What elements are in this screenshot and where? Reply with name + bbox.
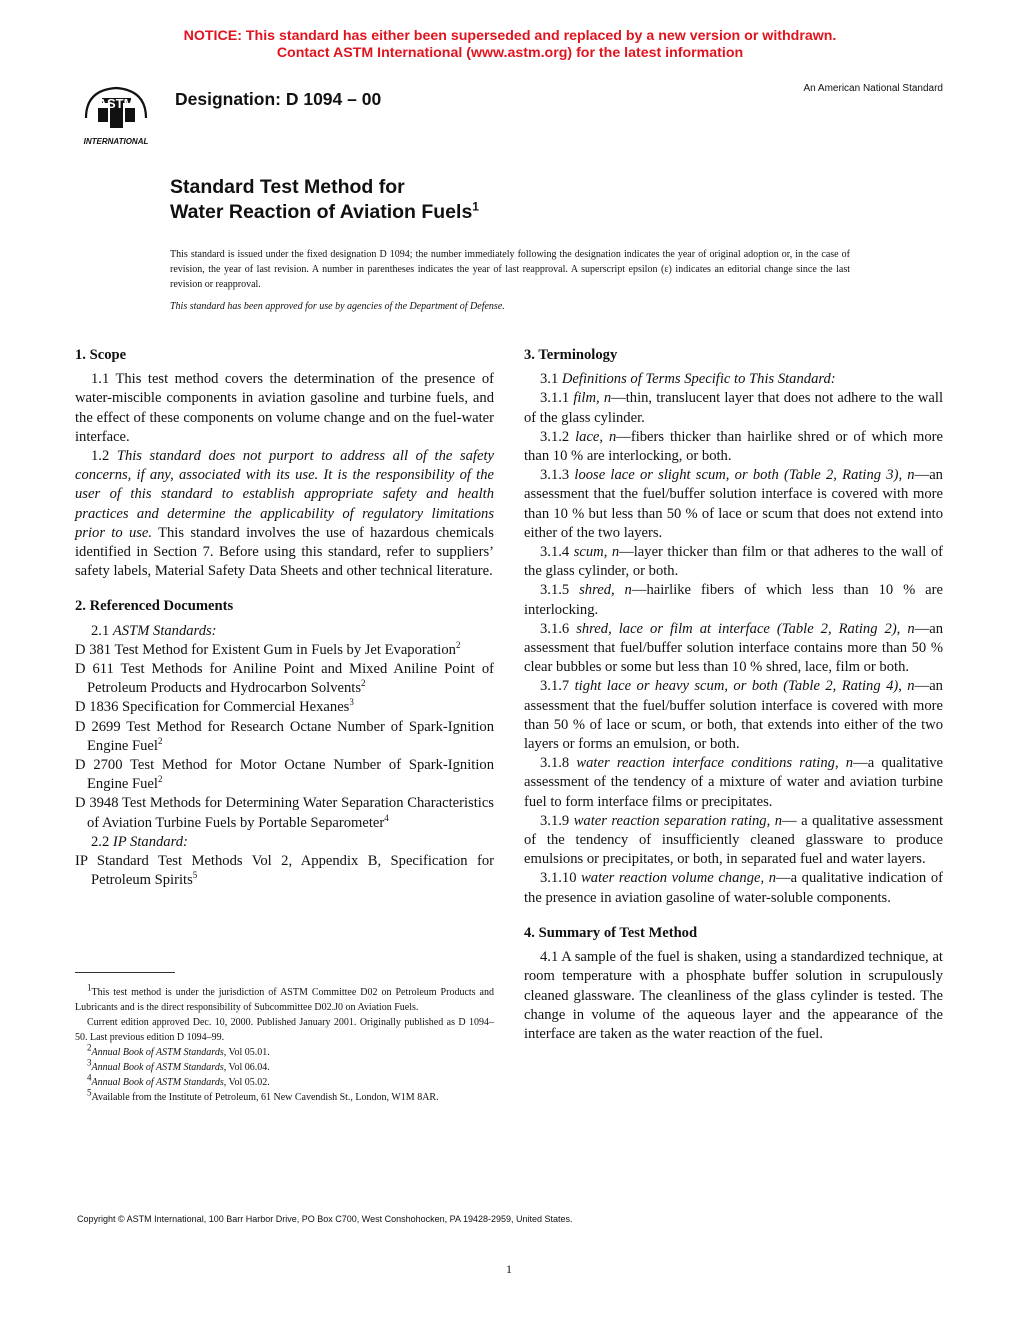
ip-standard-label: 2.2 IP Standard: bbox=[91, 833, 188, 850]
approval-statement: This standard has been approved for use by agencies of the Department of Defense. bbox=[170, 301, 505, 312]
term-3-1-8: 3.1.8 water reaction interface conditions rating, n—a qualitative assessment of the tendency of a mixture of water and aviation turbine fuel to form interface films or precipitates. bbox=[524, 755, 943, 810]
footnote-divider bbox=[75, 972, 175, 973]
section-heading-scope: 1. Scope bbox=[75, 347, 127, 363]
section-heading-summary: 4. Summary of Test Method bbox=[524, 924, 698, 941]
left-column bbox=[75, 346, 494, 890]
reference-d381: D 381 Test Method for Existent Gum in Fuels by Jet Evaporation$^2$ bbox=[75, 639, 461, 658]
paragraph-1-2: 1.2 This standard does not purport to address all of the safety concerns, if any, associated with its use. It is the responsibility of the user of this standard to establish appropriate safety and health practices and determine the applicability of regulatory limitations prior to use. This standard involves the use of hazardous chemicals identified in Section 7. Before using this standard, refer to suppliers’ safety labels, Material Safety Data Sheets and other technical literature. bbox=[75, 448, 494, 580]
definitions-label: 3.1 Definitions of Terms Specific to This Standard: bbox=[540, 371, 836, 388]
designation: Designation: D 1094 – 00 bbox=[175, 89, 382, 109]
reference-d3948: D 3948 Test Methods for Determining Water Separation Characteristics of Aviation Turbine Fuels by Portable Separometer$^4$ bbox=[75, 795, 494, 831]
astm-standards-label: 2.1 ASTM Standards: bbox=[91, 622, 217, 639]
right-column bbox=[524, 346, 943, 1044]
footnote-1: $^1$This test method is under the jurisdiction of ASTM Committee D02 on Petroleum Products and Lubricants and is the direct responsibility of Subcommittee D02.J0 on Aviation Fuels. bbox=[75, 982, 494, 1013]
term-3-1-1: 3.1.1 film, n—thin, translucent layer that does not adhere to the wall of the glass cylinder. bbox=[524, 390, 943, 426]
title-line-2: Water Reaction of Aviation Fuels bbox=[170, 201, 473, 223]
national-standard-label: An American National Standard bbox=[803, 83, 943, 94]
term-3-1-5: 3.1.5 shred, n—hairlike fibers of which less than 10 % are interlocking. bbox=[524, 582, 943, 618]
footnote-2: $^2$Annual Book of ASTM Standards, Vol 05.01. bbox=[87, 1042, 270, 1058]
footnote-1b: Current edition approved Dec. 10, 2000. Published January 2001. Originally published as D 1094–50. Last previous edition D 1094–99. bbox=[75, 1017, 494, 1043]
footnote-5: $^5$Available from the Institute of Petroleum, 61 New Cavendish St., London, W1M 8AR. bbox=[87, 1087, 439, 1103]
notice-line-2: Contact ASTM International (www.astm.org) for the latest information bbox=[276, 45, 744, 61]
reference-d1836: D 1836 Specification for Commercial Hexanes$^3$ bbox=[75, 697, 354, 716]
section-heading-references: 2. Referenced Documents bbox=[75, 598, 234, 615]
term-3-1-3: 3.1.3 loose lace or slight scum, or both (Table 2, Rating 3), n—an assessment that the fuel/buffer solution interface is covered with more than 10 % but less than 50 % of lace or scum that does not extend into either of the two layers. bbox=[524, 467, 943, 541]
footnote-4: $^4$Annual Book of ASTM Standards, Vol 05.02. bbox=[87, 1072, 270, 1088]
astm-logo bbox=[72, 78, 160, 148]
reference-d2700: D 2700 Test Method for Motor Octane Number of Spark-Ignition Engine Fuel$^2$ bbox=[75, 757, 494, 793]
reference-ip: IP Standard Test Methods Vol 2, Appendix B, Specification for Petroleum Spirits$^5$ bbox=[75, 853, 494, 889]
footnote-3: $^3$Annual Book of ASTM Standards, Vol 06.04. bbox=[87, 1057, 270, 1073]
reference-d2699: D 2699 Test Method for Research Octane Number of Spark-Ignition Engine Fuel$^2$ bbox=[75, 718, 494, 754]
page-number: 1 bbox=[506, 1262, 512, 1276]
section-heading-terminology: 3. Terminology bbox=[524, 347, 618, 363]
copyright-notice: Copyright © ASTM International, 100 Barr Harbor Drive, PO Box C700, West Conshohocken, PA 19428-2959, United States. bbox=[77, 1214, 573, 1224]
withdrawal-notice bbox=[0, 28, 1020, 62]
term-3-1-10: 3.1.10 water reaction volume change, n—a qualitative indication of the presence in aviation gasoline of water-soluble components. bbox=[524, 870, 943, 906]
term-3-1-9: 3.1.9 water reaction separation rating, n— a qualitative assessment of the tendency of insufficiently cleaned glassware to produce emulsions or precipitates, or both, in separated fuel and water layers. bbox=[524, 812, 944, 868]
logo-wordmark: ASTM bbox=[97, 96, 135, 111]
term-3-1-7: 3.1.7 tight lace or heavy scum, or both (Table 2, Rating 4), n—an assessment that the fuel/buffer solution interface is covered with more than 50 % of lace or scum, or both, that extends into either of the two layers or forms an emulsion, or both. bbox=[524, 678, 943, 753]
term-3-1-2: 3.1.2 lace, n—fibers thicker than hairlike shred or of which more than 10 % are interlocking, or both. bbox=[524, 428, 943, 465]
issuance-statement: This standard is issued under the fixed designation D 1094; the number immediately following the designation indicates the year of original adoption or, in the case of revision, the year of last revision. A number in parentheses indicates the year of last reapproval. A superscript epsilon (ε) indicates an editorial change since the last revision or reapproval. bbox=[170, 249, 850, 290]
footnotes bbox=[75, 982, 494, 1105]
title-line-1: Standard Test Method for bbox=[170, 176, 405, 198]
title-footnote-mark: 1 bbox=[472, 199, 479, 214]
paragraph-4-1: 4.1 A sample of the fuel is shaken, using a standardized technique, at room temperature with a phosphate buffer solution in scrupulously cleaned glassware. The cleanliness of the glass cylinder is tested. The change in volume of the aqueous layer and the appearance of the interface are taken as the water reaction of the fuel. bbox=[524, 949, 943, 1042]
reference-d611: D 611 Test Methods for Aniline Point and Mixed Aniline Point of Petroleum Products and Hydrocarbon Solvents$^2$ bbox=[75, 661, 494, 697]
paragraph-1-1: 1.1 This test method covers the determination of the presence of water-miscible components in aviation gasoline and turbine fuels, and the effect of these components on volume change and on the fuel-water interface. bbox=[75, 371, 494, 445]
document-title bbox=[170, 175, 479, 225]
logo-subtext: INTERNATIONAL bbox=[83, 137, 149, 146]
notice-line-1: NOTICE: This standard has either been superseded and replaced by a new version or withdrawn. bbox=[183, 28, 837, 44]
term-3-1-4: 3.1.4 scum, n—layer thicker than film or that adheres to the wall of the glass cylinder, or both. bbox=[524, 544, 944, 580]
term-3-1-6: 3.1.6 shred, lace or film at interface (Table 2, Rating 2), n—an assessment that fuel/buffer solution interface contains more than 50 % clear bubbles or some but less than 10 % shred, lace, film or both. bbox=[524, 620, 943, 676]
